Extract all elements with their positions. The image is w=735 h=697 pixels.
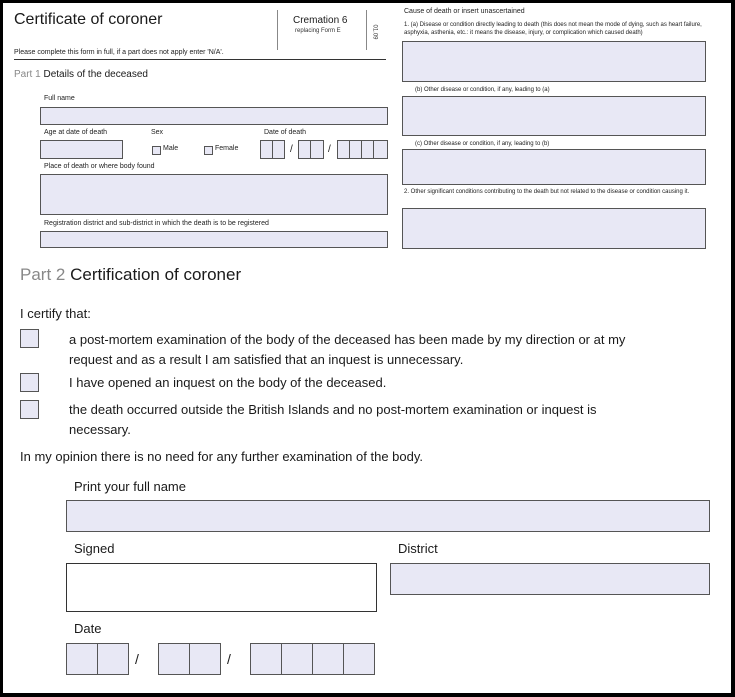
registration-label: Registration district and sub-district in which the death is to be registered xyxy=(44,220,269,227)
district-input[interactable] xyxy=(390,563,710,595)
cause-heading: Cause of death or insert unascertained xyxy=(404,8,525,15)
cert-year-digit-2[interactable] xyxy=(281,643,313,675)
date-separator: / xyxy=(328,144,331,155)
cause-a-input[interactable] xyxy=(402,41,706,82)
form-replacing: replacing Form E xyxy=(295,28,341,34)
part2-title: Certification of coroner xyxy=(70,265,242,284)
certify-intro: I certify that: xyxy=(20,306,91,321)
death-year-digit-4[interactable] xyxy=(373,140,388,159)
cert-day-digit-1[interactable] xyxy=(66,643,98,675)
signature-box[interactable] xyxy=(66,563,377,612)
print-name-input[interactable] xyxy=(66,500,710,532)
signed-label: Signed xyxy=(74,541,115,556)
cause-b-label: (b) Other disease or condition, if any, leading to (a) xyxy=(415,87,550,93)
header-rule xyxy=(14,59,386,60)
outside-british-islands-checkbox[interactable] xyxy=(20,400,39,419)
full-name-label: Full name xyxy=(44,95,75,102)
cert-year-digit-3[interactable] xyxy=(312,643,344,675)
date-of-death-label: Date of death xyxy=(264,129,307,136)
postmortem-option-text: a post-mortem examination of the body of the deceased has been made by my direction or at my request and as a result I am satisfied that an inquest is unnecessary. xyxy=(69,332,626,367)
postmortem-checkbox[interactable] xyxy=(20,329,39,348)
print-name-label: Print your full name xyxy=(74,479,186,494)
date-separator: / xyxy=(227,651,231,667)
form-instruction: Please complete this form in full, if a part does not apply enter 'N/A'. xyxy=(14,49,224,56)
age-input[interactable] xyxy=(40,140,123,159)
death-day-digit-2[interactable] xyxy=(272,140,285,159)
date-separator: / xyxy=(290,144,293,155)
female-label: Female xyxy=(215,145,239,152)
part2-heading xyxy=(20,265,241,285)
place-of-death-input[interactable] xyxy=(40,174,388,215)
place-of-death-label: Place of death or where body found xyxy=(44,163,155,170)
part1-title: Details of the deceased xyxy=(43,69,148,80)
cert-year-digit-4[interactable] xyxy=(343,643,375,675)
inquest-option-text: I have opened an inquest on the body of the deceased. xyxy=(69,375,387,390)
date-label: Date xyxy=(74,621,102,636)
form-page xyxy=(3,3,731,693)
form-code: 01.09 xyxy=(371,24,378,40)
registration-input[interactable] xyxy=(40,231,388,248)
full-name-input[interactable] xyxy=(40,107,388,125)
death-month-digit-2[interactable] xyxy=(310,140,324,159)
age-label: Age at date of death xyxy=(44,129,108,136)
cause-c-label: (c) Other disease or condition, if any, leading to (b) xyxy=(415,141,550,147)
male-checkbox[interactable] xyxy=(152,146,161,155)
cert-day-digit-2[interactable] xyxy=(97,643,129,675)
opinion-statement: In my opinion there is no need for any further examination of the body. xyxy=(20,449,423,464)
female-checkbox[interactable] xyxy=(204,146,213,155)
date-separator: / xyxy=(135,651,139,667)
other-conditions-label: 2. Other significant conditions contributing to the death but not related to the disease or condition causing it. xyxy=(404,189,690,195)
cert-month-digit-1[interactable] xyxy=(158,643,190,675)
cause-c-input[interactable] xyxy=(402,149,706,185)
inquest-checkbox[interactable] xyxy=(20,373,39,392)
cause-a-label: 1. (a) Disease or condition directly leading to death (this does not mean the mode of dying, such as heart failure, asphyxia, asthenia, etc.: it means the disease, injury, or complication which caused death) xyxy=(404,22,702,36)
district-label: District xyxy=(398,541,438,556)
header-divider-1 xyxy=(277,10,278,50)
header-divider-2 xyxy=(366,10,367,50)
form-name: Cremation 6 xyxy=(293,15,348,26)
part1-heading xyxy=(14,69,148,80)
other-conditions-input[interactable] xyxy=(402,208,706,249)
cert-year-digit-1[interactable] xyxy=(250,643,282,675)
part2-number: Part 2 xyxy=(20,265,66,284)
outside-british-islands-option-text: the death occurred outside the British Islands and no post-mortem examination or inquest is necessary. xyxy=(69,402,597,437)
cause-b-input[interactable] xyxy=(402,96,706,136)
form-title: Certificate of coroner xyxy=(14,11,163,28)
part1-number: Part 1 xyxy=(14,69,41,80)
male-label: Male xyxy=(163,145,179,152)
sex-label: Sex xyxy=(151,129,164,136)
cert-month-digit-2[interactable] xyxy=(189,643,221,675)
